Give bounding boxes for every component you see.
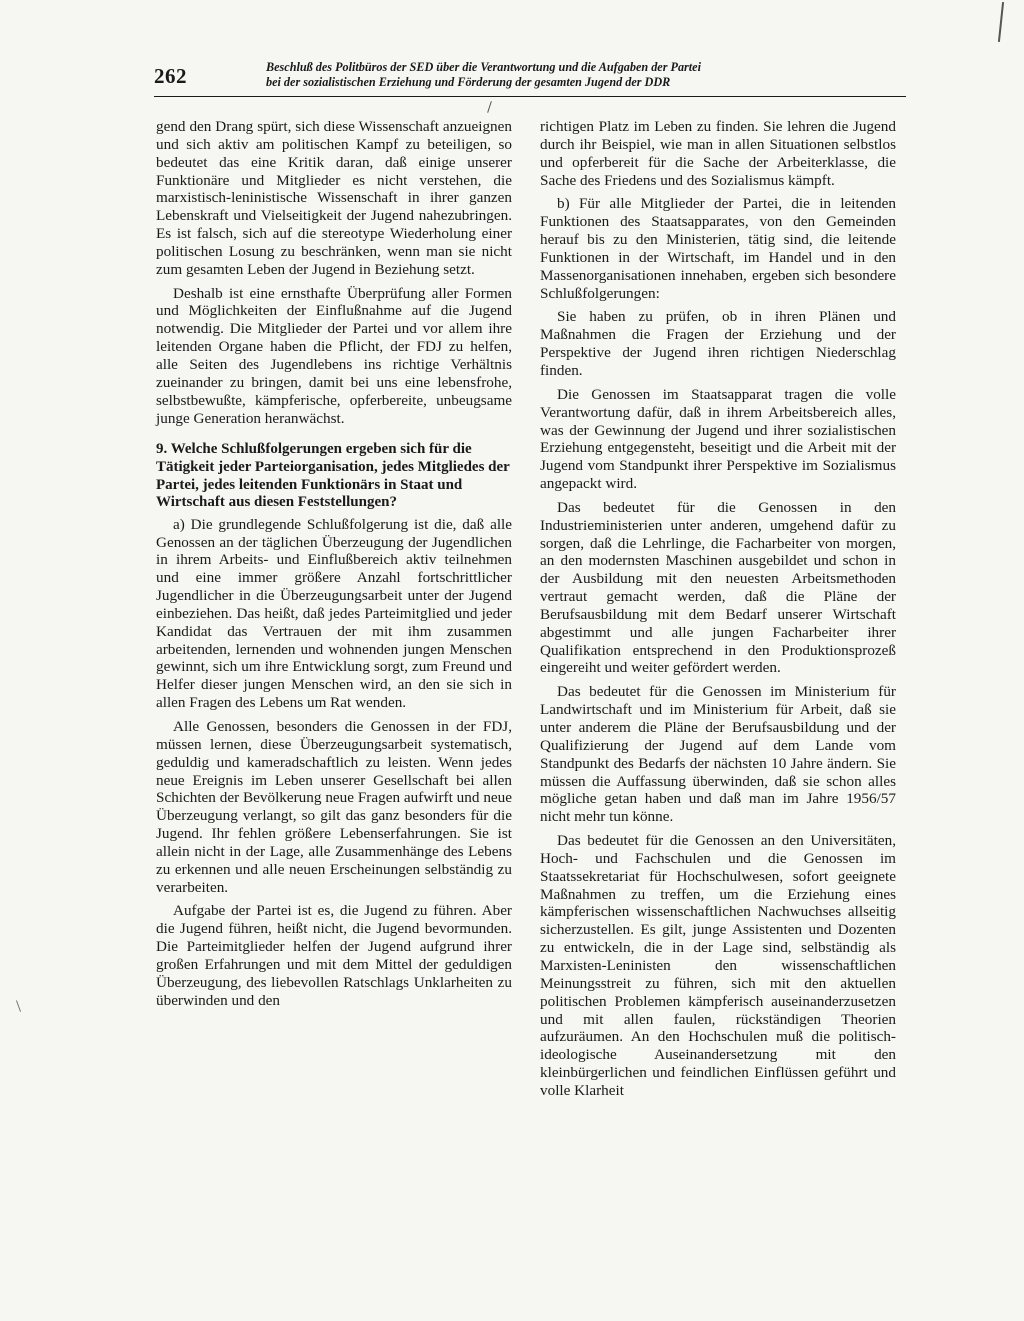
paragraph: Deshalb ist eine ernsthafte Überprüfung aller Formen und Möglichkeiten der Einflußnahme auf die Jugend notwendig. Die Mitglieder der Partei und vor allem ihre leitenden Organe haben die Pflicht, der FDJ zu helfen, alle Seiten des Jugendlebens ins richtige Verhältnis zueinander zu bringen, damit bei uns eine lebensfrohe, selbstbewußte, kämpferische, opferbereite, unbeugsame junge Generation heranwächst. bbox=[156, 284, 512, 427]
scan-mark-margin-left bbox=[16, 1000, 21, 1012]
paragraph: Das bedeutet für die Genossen an den Universitäten, Hoch- und Fachschulen und die Genossen im Staatssekretariat für Hochschulwesen, sofort geeignete Maßnahmen zu treffen, um die Erziehung eines kämpferischen wissenschaftlichen Nachwuchses allseitig sicherzustellen. Es gilt, junge Assistenten und Dozenten zu entwickeln, die in der Lage sind, selbständig als Marxisten-Leninisten den wissenschaftlichen Meinungsstreit zu führen, sich mit den aktuellen politischen Problemen kämpferisch auseinanderzusetzen und mit allen faulen, rückständigen Theorien aufzuräumen. An den Hochschulen muß die politisch-ideologische Auseinandersetzung mit den kleinbürgerlichen und feindlichen Einflüssen geführt und volle Klarheit bbox=[540, 832, 896, 1099]
left-column bbox=[156, 118, 512, 1016]
header-rule bbox=[154, 96, 906, 97]
paragraph: Das bedeutet für die Genossen in den Industrieministerien unter anderen, umgehend dafür zu sorgen, daß die Lehrlinge, die Facharbeiter von morgen, an den modernsten Maschinen ausgebildet und schon in der Ausbildung mit den neuesten Arbeitsmethoden vertraut gemacht werden, daß die Pläne der Berufsausbildung mit dem Bedarf unserer Wirtschaft abgestimmt und alle jungen Facharbeiter ihrer Qualifikation entsprechend in den Produktionsprozeß eingereiht und weiter gefördert werden. bbox=[540, 498, 896, 677]
paragraph: b) Für alle Mitglieder der Partei, die in leitenden Funktionen des Staatsapparates, von den Gemeinden herauf bis zu den Ministerien, tätig sind, die leitende Funktionen in der Wirtschaft, im Handel und in den Massenorganisationen innehaben, ergeben sich besondere Schlußfolgerungen: bbox=[540, 195, 896, 302]
running-header-line-2: bei der sozialistischen Erziehung und Förderung der gesamten Jugend der DDR bbox=[266, 75, 671, 89]
paragraph: Aufgabe der Partei ist es, die Jugend zu führen. Aber die Jugend führen, heißt nicht, die Jugend bevormunden. Die Parteimitglieder helfen der Jugend aufgrund ihrer großen Erfahrungen und mit dem Mittel der geduldigen Überzeugung, des liebevollen Ratschlags Unklarheiten zu überwinden und den bbox=[156, 902, 512, 1009]
running-header bbox=[266, 60, 906, 90]
paragraph: Sie haben zu prüfen, ob in ihren Plänen und Maßnahmen die Fragen der Erziehung und der Perspektive der Jugend ihren richtigen Niederschlag finden. bbox=[540, 308, 896, 379]
right-column bbox=[540, 118, 896, 1106]
paragraph: richtigen Platz im Leben zu finden. Sie lehren die Jugend durch ihr Beispiel, wie man in allen Situationen selbstlos und opferbereit für die Sache der Arbeiterklasse, die Sache des Friedens und des Sozialismus kämpft. bbox=[540, 118, 896, 189]
paragraph: Die Genossen im Staatsapparat tragen die volle Verantwortung dafür, daß in ihrem Arbeitsbereich alles, was der Gewinnung der Jugend und ihrer sozialistischen Erziehung entgegensteht, beseitigt und die Arbeit mit der Jugend vom Standpunkt ihrer Perspektive im Sozialismus angepackt wird. bbox=[540, 385, 896, 493]
paragraph: Das bedeutet für die Genossen im Ministerium für Landwirtschaft und im Ministerium für Arbeit, daß sie unter anderem die Pläne der Berufsausbildung und der Qualifizierung der Jugend auf dem Lande vom Standpunkt des Bedarfs der nächsten 10 Jahre ändern. Sie müssen die Auffassung überwinden, daß sie schon alles mögliche getan haben und daß man im Jahre 1956/57 nicht mehr tun könne. bbox=[540, 683, 896, 826]
section-heading: 9. Welche Schlußfolgerungen ergeben sich für die Tätigkeit jeder Parteiorganisation, jedes Mitgliedes der Partei, jedes leitenden Funktionärs in Staat und Wirtschaft aus diesen Feststellungen? bbox=[156, 441, 510, 511]
scan-mark-top-center bbox=[487, 101, 492, 113]
paragraph: a) Die grundlegende Schlußfolgerung ist die, daß alle Genossen an der täglichen Überzeugung der Jugendlichen in ihrem Arbeits- und Einflußbereich aktiv teilnehmen und eine immer größere Anzahl fortschrittlicher Jugendlicher in die Überzeugungsarbeit unter der Jugend einbeziehen. Das heißt, daß jedes Parteimitglied und jeder Kandidat das Vertrauen der mit ihm zusammen arbeitenden, lernenden und wohnenden jungen Menschen gewinnt, sich um ihre Entwicklung sorgt, zum Freund und Helfer dieser jungen Menschen wird, an den sie sich in allen Fragen des Lebens um Rat wenden. bbox=[156, 515, 512, 712]
page-number: 262 bbox=[154, 64, 187, 88]
paragraph: gend den Drang spürt, sich diese Wissenschaft anzueignen und sich aktiv am politischen Kampf zu beteiligen, so bedeutet das eine Kritik daran, daß einige unserer Funktionäre und Mitglieder es nicht verstehen, die marxistisch-leninistische Wissenschaft in ihrer ganzen Lebenskraft und Vielseitigkeit der Jugend nahezubringen. Es ist falsch, sich auf die stereotype Wiederholung einer politischen Losung zu beschränken, wenn man sie nicht zum gesamten Leben der Jugend in Beziehung setzt. bbox=[156, 118, 512, 278]
paragraph: Alle Genossen, besonders die Genossen in der FDJ, müssen lernen, diese Überzeugungsarbeit systematisch, geduldig und kameradschaftlich zu leisten. Wenn jedes neue Ereignis im Leben unserer Gesellschaft bei allen Schichten der Bevölkerung neue Fragen aufwirft und neue Überzeugung verlangt, so gilt das ganz besonders für die Jugend. Ihr fehlen größere Lebenserfahrungen. Sie ist allein nicht in der Lage, alle Zusammenhänge des Lebens zu erkennen und alle neuen Erscheinungen selbständig zu verarbeiten. bbox=[156, 718, 512, 896]
scan-mark-top-right bbox=[998, 2, 1004, 42]
running-header-line-1: Beschluß des Politbüros der SED über die Verantwortung und die Aufgaben der Partei bbox=[266, 60, 701, 74]
